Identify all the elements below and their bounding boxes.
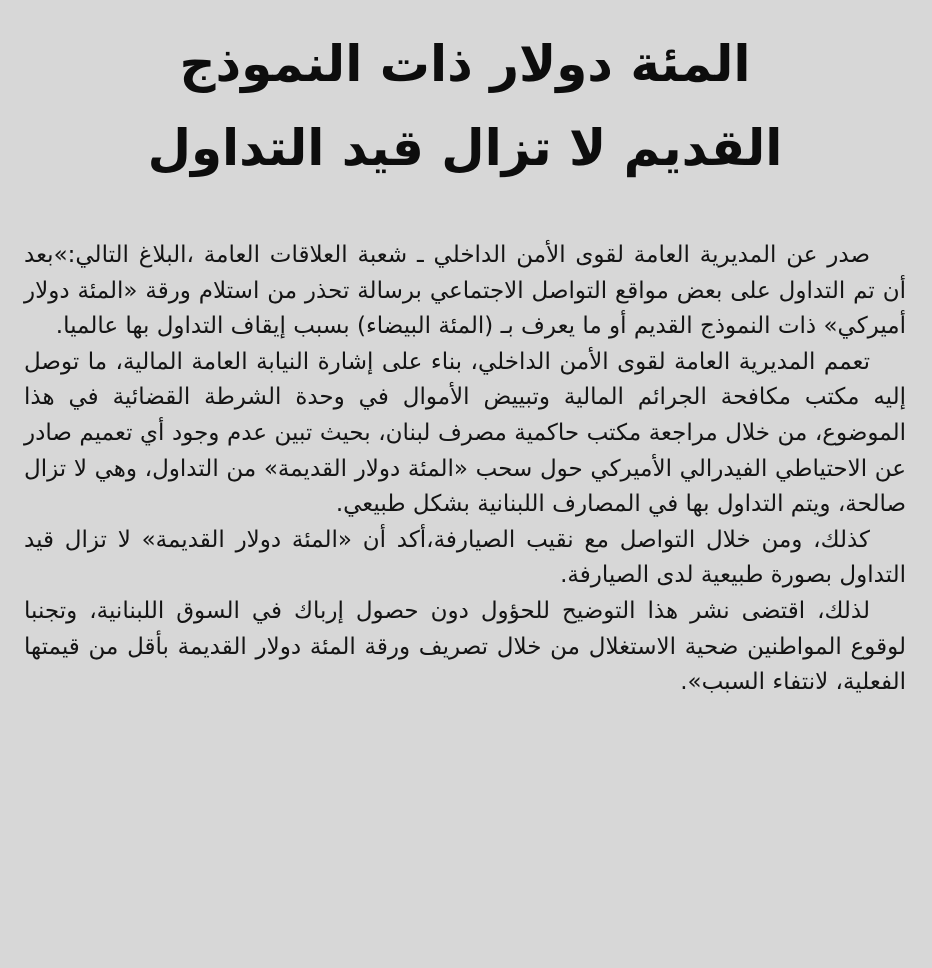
headline-line-1: المئة دولار ذات النموذج bbox=[179, 35, 751, 93]
headline-line-2: القديم لا تزال قيد التداول bbox=[147, 119, 783, 177]
article-body bbox=[24, 238, 906, 701]
article-paragraph-3: كذلك، ومن خلال التواصل مع نقيب الصيارفة،أكد أن «المئة دولار القديمة» لا تزال قيد التداول بصورة طبيعية لدى الصيارفة. bbox=[24, 526, 906, 589]
article-paragraph-2: تعمم المديرية العامة لقوى الأمن الداخلي، بناء على إشارة النيابة العامة المالية، ما توصل إليه مكتب مكافحة الجرائم المالية وتبييض الأموال في وحدة الشرطة القضائية في هذا الموضوع، من خلال مراجعة مكتب حاكمية مصرف لبنان، بحيث تبين عدم وجود أي تعميم صادر عن الاحتياطي الفيدرالي الأميركي حول سحب «المئة دولار القديمة» من التداول، وهي لا تزال صالحة، ويتم التداول بها في المصارف اللبنانية بشكل طبيعي. bbox=[24, 348, 906, 518]
article-paragraph-1: صدر عن المديرية العامة لقوى الأمن الداخلي ـ شعبة العلاقات العامة ،البلاغ التالي:»بعد أن تم التداول على بعض مواقع التواصل الاجتماعي برسالة تحذر من استلام ورقة «المئة دولار أميركي» ذات النموذج القديم أو ما يعرف بـ (المئة البيضاء) بسبب إيقاف التداول بها عالميا. bbox=[24, 242, 906, 340]
article-paragraph-4: لذلك، اقتضى نشر هذا التوضيح للحؤول دون حصول إرباك في السوق اللبنانية، وتجنبا لوقوع المواطنين ضحية الاستغلال من خلال تصريف ورقة المئة دولار القديمة بأقل من قيمتها الفعلية، لانتفاء السبب». bbox=[24, 597, 906, 696]
headline bbox=[24, 22, 906, 190]
